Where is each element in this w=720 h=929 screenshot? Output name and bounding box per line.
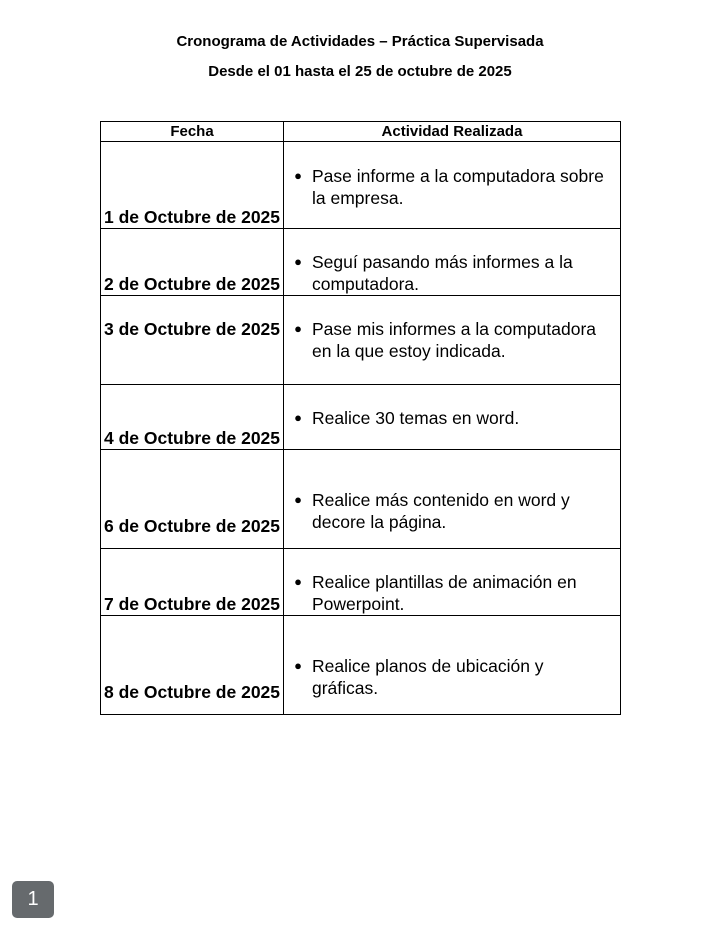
table-row	[101, 549, 621, 616]
bullet-icon: ●	[294, 254, 302, 269]
row-activity	[284, 296, 621, 385]
table-row	[101, 142, 621, 229]
activity-text: Realice planos de ubicación y gráficas.	[312, 656, 544, 698]
table-row	[101, 229, 621, 296]
bullet-icon: ●	[294, 574, 302, 589]
bullet-icon: ●	[294, 168, 302, 183]
activity-text: Realice plantillas de animación en Powerpoint.	[312, 572, 577, 614]
column-header-activity: Actividad Realizada	[284, 122, 621, 142]
table-row	[101, 296, 621, 385]
row-activity	[284, 229, 621, 296]
row-date: 2 de Octubre de 2025	[101, 229, 284, 296]
activity-text: Pase informe a la computadora sobre la empresa.	[312, 166, 604, 208]
page-number-badge: 1	[12, 881, 54, 918]
row-date: 6 de Octubre de 2025	[101, 450, 284, 549]
row-date: 3 de Octubre de 2025	[101, 296, 284, 385]
activity-text: Seguí pasando más informes a la computadora.	[312, 252, 573, 294]
activity-text: Realice 30 temas en word.	[312, 408, 520, 428]
activity-text: Realice más contenido en word y decore la página.	[312, 490, 570, 532]
row-activity	[284, 385, 621, 450]
activity-schedule-table	[100, 121, 621, 715]
row-date: 1 de Octubre de 2025	[101, 142, 284, 229]
table-row	[101, 450, 621, 549]
table-row	[101, 385, 621, 450]
row-date: 8 de Octubre de 2025	[101, 616, 284, 715]
row-date: 4 de Octubre de 2025	[101, 385, 284, 450]
bullet-icon: ●	[294, 321, 302, 336]
row-date: 7 de Octubre de 2025	[101, 549, 284, 616]
table-row	[101, 616, 621, 715]
table-header-row	[101, 122, 621, 142]
bullet-icon: ●	[294, 410, 302, 425]
activity-text: Pase mis informes a la computadora en la que estoy indicada.	[312, 319, 597, 361]
row-activity	[284, 616, 621, 715]
row-activity	[284, 549, 621, 616]
bullet-icon: ●	[294, 492, 302, 507]
bullet-icon: ●	[294, 658, 302, 673]
column-header-date: Fecha	[101, 122, 284, 142]
document-title: Cronograma de Actividades – Práctica Supervisada	[176, 33, 544, 50]
document-subtitle: Desde el 01 hasta el 25 de octubre de 2025	[208, 63, 512, 80]
row-activity	[284, 142, 621, 229]
row-activity	[284, 450, 621, 549]
